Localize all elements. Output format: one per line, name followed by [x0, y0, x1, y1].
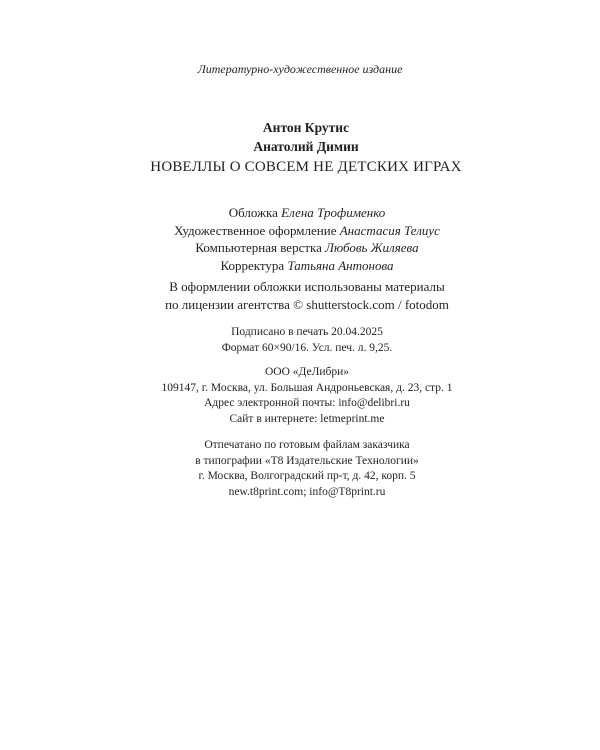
- signed-line: Подписано в печать 20.04.2025: [231, 326, 383, 338]
- license-line: В оформлении обложки использованы материалы: [169, 279, 445, 294]
- credit-role: Художественное оформление: [174, 222, 337, 238]
- credit-line: [14, 257, 600, 275]
- license-line: по лицензии агентства © shutterstock.com / fotodom: [165, 296, 449, 312]
- author-name: Антон Крутис: [262, 120, 350, 135]
- publisher-website: Сайт в интернете: letmeprint.me: [229, 412, 385, 425]
- credit-name: Елена Трофименко: [281, 205, 386, 220]
- credits-block: [14, 204, 600, 274]
- printer-line: Отпечатано по готовым файлам заказчика: [204, 439, 410, 451]
- publisher-info: [14, 365, 600, 427]
- printer-contacts: new.t8print.com; info@T8print.ru: [228, 485, 386, 498]
- authors: [0, 118, 600, 156]
- edition-type: Литературно-художественное издание: [197, 62, 403, 76]
- printer-address: г. Москва, Волгоградский пр-т, д. 42, корп. 5: [198, 470, 416, 482]
- publisher-email: Адрес электронной почты: info@delibri.ru: [204, 397, 410, 409]
- format-line: Формат 60×90/16. Усл. печ. л. 9,25.: [221, 341, 393, 354]
- credit-role: Корректура: [220, 257, 285, 273]
- credit-name: Любовь Жиляева: [325, 240, 419, 255]
- author-name: Анатолий Димин: [253, 139, 359, 154]
- credit-role: Обложка: [228, 205, 278, 220]
- publisher-address: 109147, г. Москва, ул. Большая Андроньевская, д. 23, стр. 1: [161, 381, 453, 394]
- credit-line: [14, 239, 600, 257]
- credit-name: Анастасия Телиус: [339, 222, 440, 238]
- credit-line: [14, 222, 600, 240]
- print-signature: [14, 325, 600, 356]
- book-title: НОВЕЛЛЫ О СОВСЕМ НЕ ДЕТСКИХ ИГРАХ: [150, 159, 462, 175]
- credit-line: [14, 204, 600, 222]
- credit-role: Компьютерная верстка: [195, 240, 322, 255]
- license-note: [14, 278, 600, 313]
- printer-info: [14, 438, 600, 500]
- printer-line: в типографии «Т8 Издательские Технологии»: [195, 454, 419, 467]
- publisher-name: ООО «ДеЛибри»: [264, 366, 350, 378]
- credit-name: Татьяна Антонова: [287, 257, 394, 273]
